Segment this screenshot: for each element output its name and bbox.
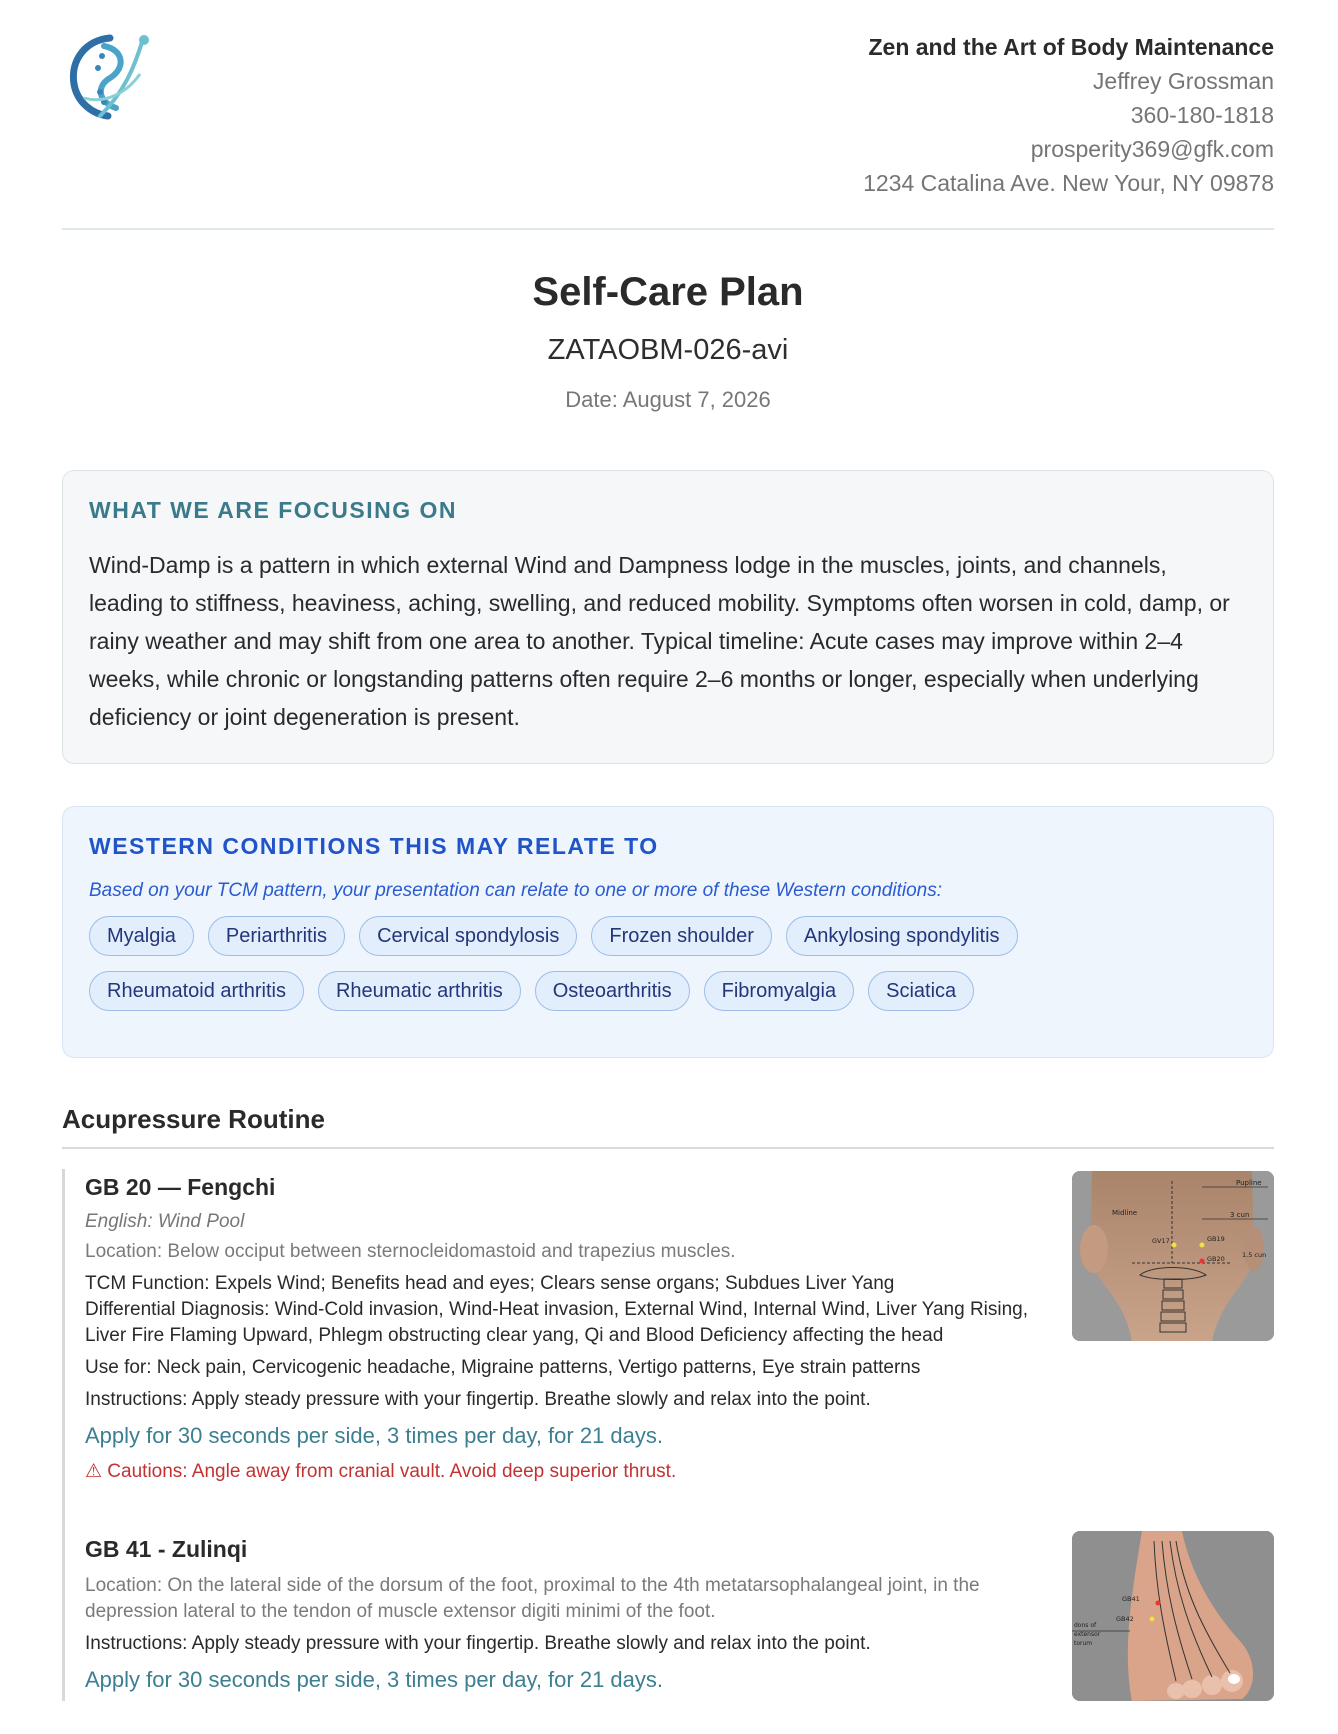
focus-card xyxy=(62,470,1274,764)
condition-pill: Fibromyalgia xyxy=(704,971,854,1011)
diagram-label: 3 cun xyxy=(1230,1211,1250,1219)
acupoint-dosage: Apply for 30 seconds per side, 3 times per day, for 21 days. xyxy=(85,1667,664,1692)
email-address: prosperity369@gfk.com xyxy=(1030,136,1274,162)
western-conditions-card xyxy=(62,806,1274,1058)
practitioner-name: Jeffrey Grossman xyxy=(1092,68,1274,94)
acupoint-tcm-function: TCM Function: Expels Wind; Benefits head and eyes; Clears sense organs; Subdues Liver Yang xyxy=(85,1273,895,1294)
diagram-label: 1.5 cun xyxy=(1242,1251,1267,1259)
contact-block xyxy=(863,30,1274,200)
brand-logo-icon xyxy=(64,28,154,124)
condition-pill: Rheumatic arthritis xyxy=(318,971,521,1011)
western-subtitle: Based on your TCM pattern, your presentation can relate to one or more of these Western conditions: xyxy=(89,880,942,901)
routine-section-title: Acupressure Routine xyxy=(62,1104,1274,1149)
diagram-label: GB19 xyxy=(1207,1235,1225,1243)
condition-pill: Osteoarthritis xyxy=(535,971,690,1011)
diagram-label: Midline xyxy=(1112,1209,1138,1217)
acupoint-instructions: Instructions: Apply steady pressure with your fingertip. Breathe slowly and relax into the point. xyxy=(85,1389,871,1410)
acupoint-use-for: Use for: Neck pain, Cervicogenic headache, Migraine patterns, Vertigo patterns, Eye strain patterns xyxy=(85,1357,921,1378)
condition-pill: Ankylosing spondylitis xyxy=(786,916,1018,956)
focus-text: Wind-Damp is a pattern in which external Wind and Dampness lodge in the muscles, joints, and channels, leading to stiffness, heaviness, aching, swelling, and reduced mobility. Symptoms often worsen in cold, damp, or rainy weather and may shift from one area to another. Typical timeline: Acute cases may improve within 2–4 weeks, while chronic or longstanding patterns often require 2–6 months or longer, especially when underlying deficiency or joint degeneration is present. xyxy=(89,552,1230,730)
acupoint-instructions: Instructions: Apply steady pressure with your fingertip. Breathe slowly and relax into the point. xyxy=(85,1633,871,1654)
neck-acupoint-diagram xyxy=(1072,1171,1274,1341)
condition-pill: Cervical spondylosis xyxy=(359,916,577,956)
acupoint-english-name: English: Wind Pool xyxy=(85,1211,245,1232)
acupoint-entry xyxy=(62,1169,1274,1531)
page-title: Self-Care Plan xyxy=(532,270,804,314)
acupoint-name: GB 41 - Zulinqi xyxy=(85,1536,248,1562)
condition-pill: Sciatica xyxy=(868,971,974,1011)
diagram-label: dons of xyxy=(1074,1622,1097,1629)
acupoint-caution: ⚠ Cautions: Angle away from cranial vault. Avoid deep superior thrust. xyxy=(85,1461,677,1482)
focus-heading: WHAT WE ARE FOCUSING ON xyxy=(89,497,457,523)
diagram-label: GV17 xyxy=(1152,1237,1170,1245)
phone-number: 360-180-1818 xyxy=(1130,102,1274,128)
condition-pill: Myalgia xyxy=(89,916,194,956)
condition-pill: Rheumatoid arthritis xyxy=(89,971,304,1011)
self-care-plan-page xyxy=(62,0,1274,1701)
diagram-label: Pupline xyxy=(1236,1179,1262,1187)
diagram-label: extensor xyxy=(1074,1631,1101,1638)
diagram-label: GB20 xyxy=(1207,1255,1225,1263)
page-header xyxy=(62,0,1274,230)
business-name: Zen and the Art of Body Maintenance xyxy=(868,34,1274,60)
acupoint-location: Location: On the lateral side of the dorsum of the foot, proximal to the 4th metatarsophalangeal joint, in the depression lateral to the tendon of muscle extensor digiti minimi of the foot. xyxy=(85,1575,980,1622)
acupoint-dosage: Apply for 30 seconds per side, 3 times per day, for 21 days. xyxy=(85,1423,664,1448)
foot-acupoint-diagram xyxy=(1072,1531,1274,1701)
acupoint-location: Location: Below occiput between sternocleidomastoid and trapezius muscles. xyxy=(85,1241,736,1262)
diagram-label: GB42 xyxy=(1116,1615,1134,1623)
western-heading: WESTERN CONDITIONS THIS MAY RELATE TO xyxy=(89,833,659,859)
title-block xyxy=(62,230,1274,414)
diagram-label: torum xyxy=(1074,1640,1093,1647)
plan-date: Date: August 7, 2026 xyxy=(565,387,771,412)
condition-pill: Frozen shoulder xyxy=(591,916,772,956)
acupoint-name: GB 20 — Fengchi xyxy=(85,1174,276,1200)
plan-code: ZATAOBM-026-avi xyxy=(547,334,789,366)
condition-pill-list xyxy=(89,916,1089,1011)
street-address: 1234 Catalina Ave. New Your, NY 09878 xyxy=(863,170,1274,196)
condition-pill: Periarthritis xyxy=(208,916,345,956)
acupoint-differential-diagnosis: Differential Diagnosis: Wind-Cold invasion, Wind-Heat invasion, External Wind, Internal Wind, Liver Yang Rising, Liver Fire Flaming Upward, Phlegm obstructing clear yang, Qi and Blood Deficiency affecting the head xyxy=(85,1299,1029,1346)
diagram-label: GB41 xyxy=(1122,1595,1140,1603)
acupoint-entry xyxy=(62,1531,1274,1701)
